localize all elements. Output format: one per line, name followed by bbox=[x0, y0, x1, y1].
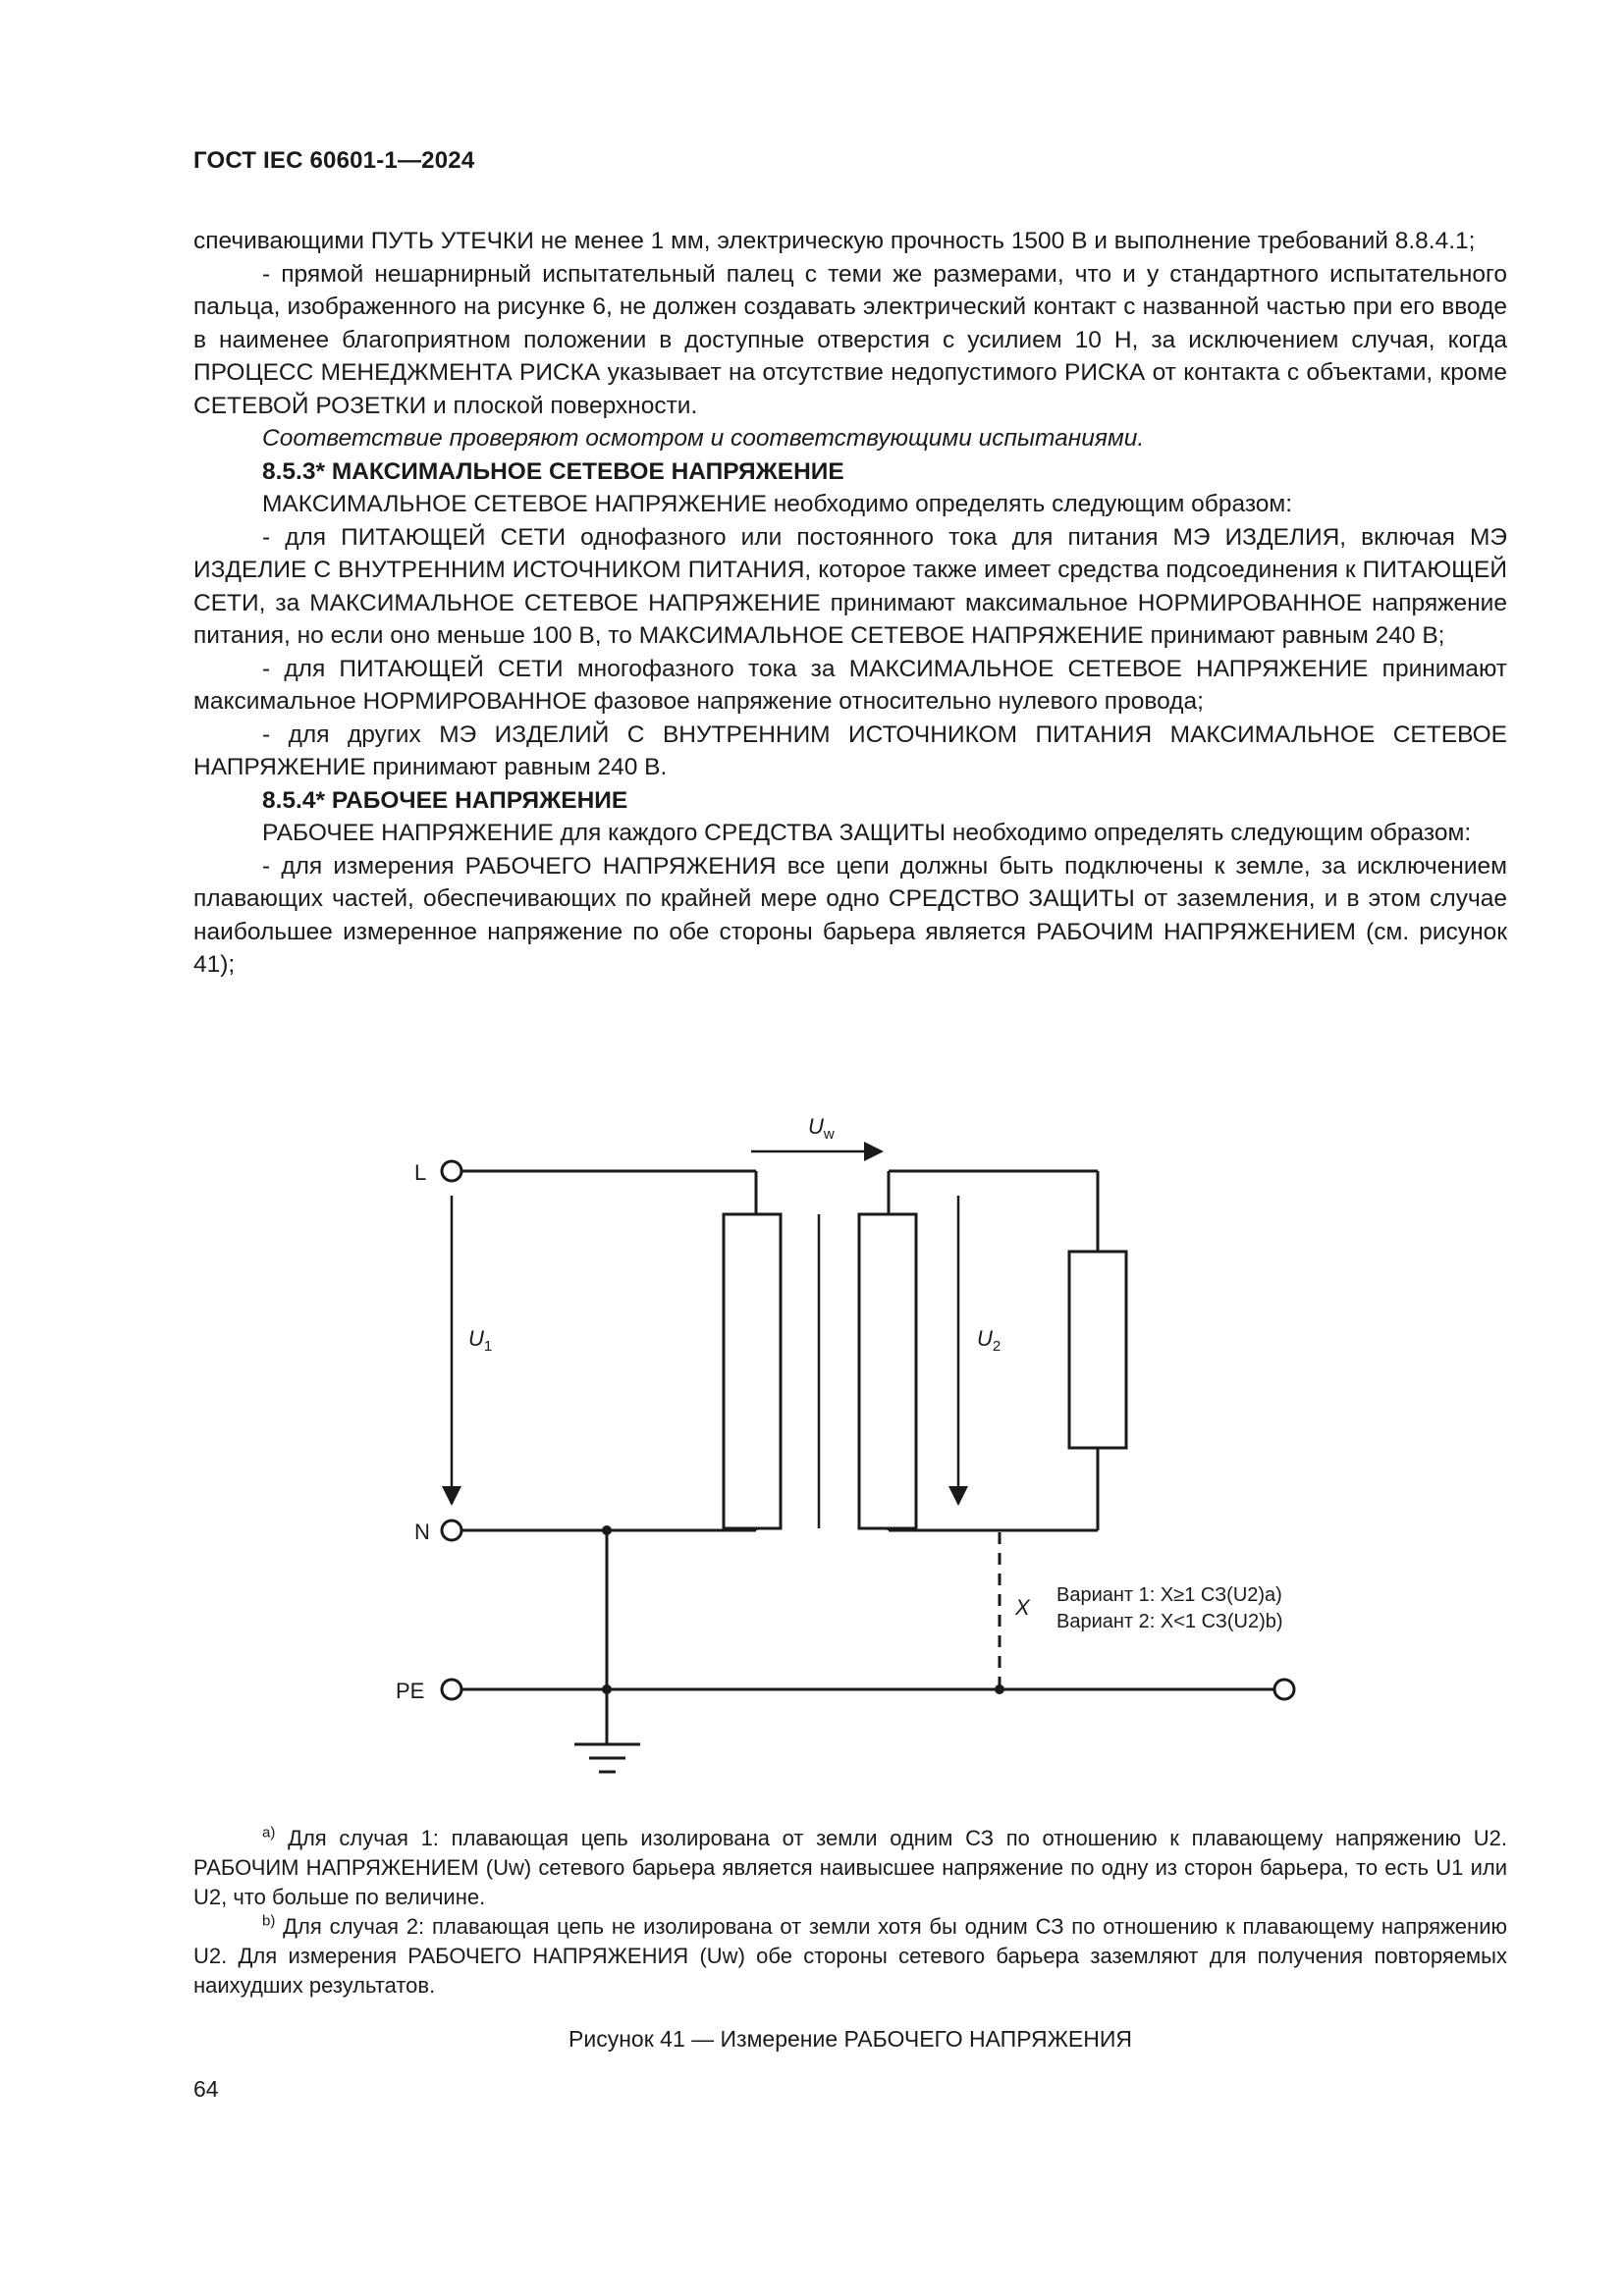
page-number: 64 bbox=[193, 2076, 219, 2102]
load-resistor bbox=[1069, 1252, 1126, 1448]
secondary-winding bbox=[859, 1214, 916, 1528]
junction-PE-left bbox=[602, 1684, 612, 1694]
paragraph-mains-voltage-intro: МАКСИМАЛЬНОЕ СЕТЕВОЕ НАПРЯЖЕНИЕ необходимо определять следующим образом: bbox=[262, 491, 1293, 517]
variant-1-label: Вариант 1: X≥1 СЗ(U2)a) bbox=[1056, 1584, 1282, 1606]
compliance-note: Соответствие проверяют осмотром и соответствующими испытаниями. bbox=[262, 425, 1145, 452]
figure-caption: Рисунок 41 — Измерение РАБОЧЕГО НАПРЯЖЕНИЯ bbox=[568, 2026, 1132, 2052]
terminal-PE-right-circle bbox=[1274, 1680, 1294, 1699]
label-U2: $U_2$ bbox=[977, 1326, 1001, 1355]
primary-winding bbox=[724, 1214, 781, 1528]
terminal-PE-circle bbox=[442, 1680, 461, 1699]
note-b-text: Для случая 2: плавающая цепь не изолирована от земли хотя бы одним СЗ по отношению к плавающему напряжению U2. Для измерения РАБОЧЕГО НАПРЯЖЕНИЯ (Uw) обе стороны сетевого барьера заземляют для получения повторяемых наихудших результатов. bbox=[193, 1914, 1507, 1998]
figure-notes bbox=[193, 1824, 1507, 2001]
note-a-text: Для случая 1: плавающая цепь изолирована от земли одним СЗ по отношению к плавающему напряжению U2. РАБОЧИМ НАПРЯЖЕНИЕМ (Uw) сетевого барьера является наивысшее напряжение по одну из сторон барьера, то есть U1 или U2, что больше по величине. bbox=[193, 1826, 1507, 1909]
label-X: X bbox=[1015, 1595, 1030, 1620]
section-heading-8-5-3: 8.5.3* МАКСИМАЛЬНОЕ СЕТЕВОЕ НАПРЯЖЕНИЕ bbox=[262, 457, 844, 485]
list-item-polyphase: - для ПИТАЮЩЕЙ СЕТИ многофазного тока за МАКСИМАЛЬНОЕ СЕТЕВОЕ НАПРЯЖЕНИЕ принимают максимальное НОРМИРОВАННОЕ фазовое напряжение относительно нулевого провода; bbox=[193, 655, 1507, 715]
list-item-single-phase: - для ПИТАЮЩЕЙ СЕТИ однофазного или постоянного тока для питания МЭ ИЗДЕЛИЯ, включая МЭ ИЗДЕЛИЕ С ВНУТРЕННИМ ИСТОЧНИКОМ ПИТАНИЯ, которое также имеет средства подсоединения к ПИТАЮЩЕЙ СЕТИ, за МАКСИМАЛЬНОЕ СЕТЕВОЕ НАПРЯЖЕНИЕ принимают максимальное НОРМИРОВАННОЕ напряжение питания, но если оно меньше 100 В, то МАКСИМАЛЬНОЕ СЕТЕВОЕ НАПРЯЖЕНИЕ принимают равным 240 В; bbox=[193, 523, 1507, 649]
junction-PE-right bbox=[995, 1684, 1004, 1694]
note-a bbox=[193, 1824, 1507, 1912]
working-voltage-diagram bbox=[383, 1099, 1345, 1787]
list-item-measurement: - для измерения РАБОЧЕГО НАПРЯЖЕНИЯ все цепи должны быть подключены к земле, за исключением плавающих частей, обеспечивающих по крайней мере одно СРЕДСТВО ЗАЩИТЫ от заземления, и в этом случае наибольшее измеренное напряжение по обе стороны барьера является РАБОЧИМ НАПРЯЖЕНИЕМ (см. рисунок 41); bbox=[193, 852, 1507, 978]
terminal-L-circle bbox=[442, 1161, 461, 1181]
label-N: N bbox=[414, 1520, 430, 1544]
note-b-mark: b) bbox=[262, 1912, 276, 1930]
terminal-N-circle bbox=[442, 1521, 461, 1540]
section-heading-8-5-4: 8.5.4* РАБОЧЕЕ НАПРЯЖЕНИЕ bbox=[262, 786, 628, 814]
document-header: ГОСТ IEC 60601-1—2024 bbox=[193, 147, 475, 174]
list-item-test-finger: - прямой нешарнирный испытательный палец с теми же размерами, что и у стандартного испытательного пальца, изображенного на рисунке 6, не должен создавать электрический контакт с названной частью при его вводе в наименее благоприятном положении в доступные отверстия с усилием 10 Н, за исключением случая, когда ПРОЦЕСС МЕНЕДЖМЕНТА РИСКА указывает на отсутствие недопустимого РИСКА от контакта с объектами, кроме СЕТЕВОЙ РОЗЕТКИ и плоской поверхности. bbox=[193, 260, 1507, 419]
paragraph-continuation: спечивающими ПУТЬ УТЕЧКИ не менее 1 мм, электрическую прочность 1500 В и выполнение требований 8.8.4.1; bbox=[193, 228, 1476, 254]
note-b bbox=[193, 1912, 1507, 2001]
junction-N bbox=[602, 1525, 612, 1535]
note-a-mark: a) bbox=[262, 1824, 276, 1842]
list-item-internal-source: - для других МЭ ИЗДЕЛИЙ С ВНУТРЕННИМ ИСТОЧНИКОМ ПИТАНИЯ МАКСИМАЛЬНОЕ СЕТЕВОЕ НАПРЯЖЕНИЕ принимают равным 240 В. bbox=[193, 721, 1507, 780]
body-text bbox=[193, 225, 1507, 982]
paragraph-working-voltage-intro: РАБОЧЕЕ НАПРЯЖЕНИЕ для каждого СРЕДСТВА ЗАЩИТЫ необходимо определять следующим образом: bbox=[262, 820, 1472, 846]
label-PE: PE bbox=[396, 1679, 425, 1703]
label-U1: $U_1$ bbox=[468, 1326, 493, 1355]
variant-2-label: Вариант 2: X<1 СЗ(U2)b) bbox=[1056, 1611, 1283, 1632]
label-L: L bbox=[414, 1160, 427, 1185]
label-Uw: $U_w$ bbox=[808, 1114, 835, 1143]
